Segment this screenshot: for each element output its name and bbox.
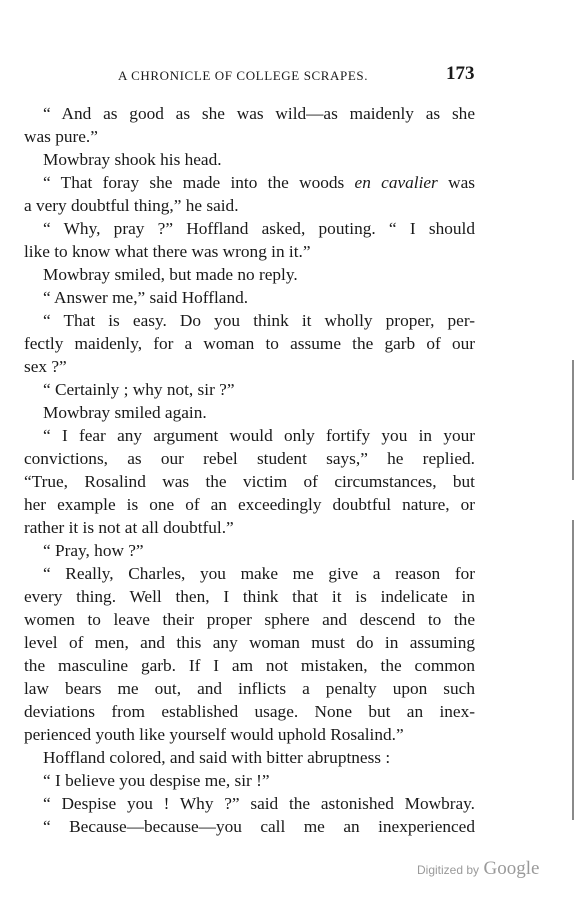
- text-line: women to leave their proper sphere and descend to the: [24, 610, 475, 629]
- text-line: was pure.”: [24, 127, 98, 146]
- text-line: “True, Rosalind was the victim of circumstances, but: [24, 472, 475, 491]
- text-line: “ Certainly ; why not, sir ?”: [43, 380, 235, 399]
- watermark-brand: Google: [483, 858, 540, 879]
- text-line: “ And as good as she was wild—as maidenly as she: [43, 104, 475, 123]
- text-line: Mowbray shook his head.: [43, 150, 222, 169]
- text-line: sex ?”: [24, 357, 67, 376]
- text-line: fectly maidenly, for a woman to assume the garb of our: [24, 334, 475, 353]
- text-span: “ That foray she made into the woods: [43, 173, 355, 192]
- text-span: was: [437, 173, 475, 192]
- text-line: rather it is not at all doubtful.”: [24, 518, 234, 537]
- text-line: “ Really, Charles, you make me give a reason for: [43, 564, 475, 583]
- text-line: [43, 172, 475, 194]
- text-line: “ I fear any argument would only fortify you in your: [43, 426, 475, 445]
- text-line: law bears me out, and inflicts a penalty upon such: [24, 679, 475, 698]
- text-line: deviations from established usage. None but an inex-: [24, 702, 475, 721]
- text-line: level of men, and this any woman must do in assuming: [24, 633, 475, 652]
- text-line: “ That is easy. Do you think it wholly proper, per-: [43, 311, 475, 330]
- text-line: like to know what there was wrong in it.”: [24, 242, 311, 261]
- text-line: perienced youth like yourself would uphold Rosalind.”: [24, 725, 404, 744]
- scan-edge-shadow: [572, 360, 574, 480]
- text-line: “ Why, pray ?” Hoffland asked, pouting. “ I should: [43, 219, 475, 238]
- running-head: A CHRONICLE OF COLLEGE SCRAPES.: [118, 68, 369, 83]
- text-line: “ Despise you ! Why ?” said the astonished Mowbray.: [43, 794, 475, 813]
- text-line: a very doubtful thing,” he said.: [24, 196, 239, 215]
- text-line: her example is one of an exceedingly doubtful nature, or: [24, 495, 475, 514]
- text-line: “ Pray, how ?”: [43, 541, 144, 560]
- scan-edge-shadow: [572, 520, 574, 820]
- text-line: “ Answer me,” said Hoffland.: [43, 288, 249, 307]
- text-line: Hoffland colored, and said with bitter abruptness :: [43, 748, 391, 767]
- text-line: Mowbray smiled again.: [43, 403, 207, 422]
- italic-phrase: en cavalier: [354, 173, 438, 192]
- text-line: “ I believe you despise me, sir !”: [43, 771, 270, 790]
- digitization-watermark: [417, 858, 539, 880]
- text-line: “ Because—because—you call me an inexperienced: [43, 817, 475, 836]
- watermark-prefix: Digitized by: [417, 863, 480, 877]
- text-line: Mowbray smiled, but made no reply.: [43, 265, 298, 284]
- page-number: 173: [446, 63, 475, 84]
- text-line: the masculine garb. If I am not mistaken, the common: [24, 656, 475, 675]
- text-line: convictions, as our rebel student says,” he replied.: [24, 449, 475, 468]
- text-line: every thing. Well then, I think that it is indelicate in: [24, 587, 475, 606]
